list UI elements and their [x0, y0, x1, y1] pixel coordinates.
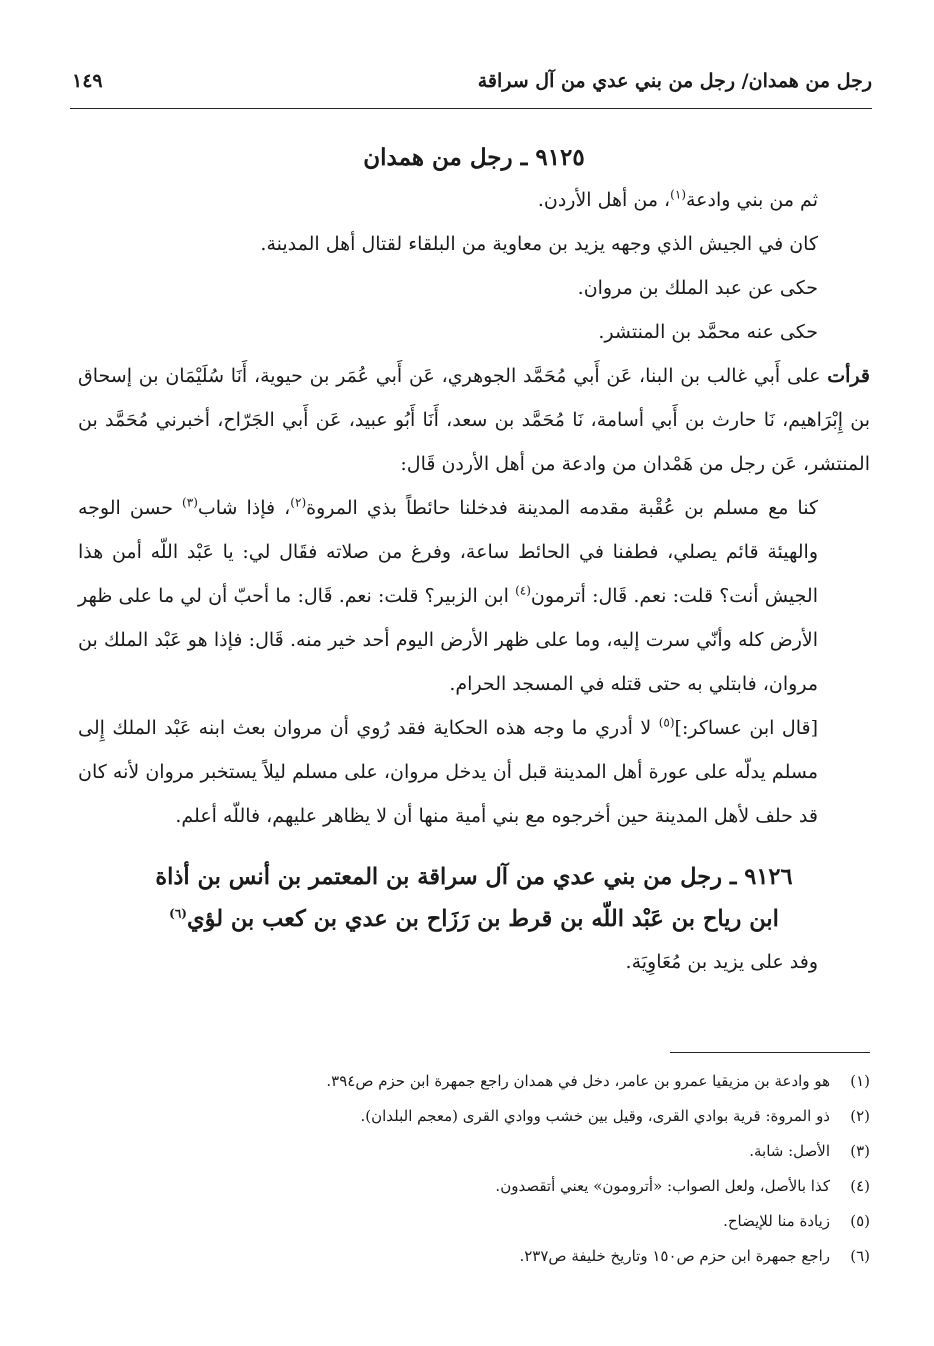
- page-number: ١٤٩: [72, 70, 103, 92]
- story-part-a: كنا مع مسلم بن عُقْبة مقدمه المدينة فدخلنا حائطاً بذي المروة: [306, 497, 818, 519]
- footnote-mark: (٥): [850, 1212, 870, 1230]
- footnote-mark: (١): [850, 1072, 870, 1090]
- footnote-ref-3: (٣): [182, 495, 198, 510]
- story-part-d: ابن الزبير؟ قلت: نعم. قَال: ما أحبّ أن لي ما على ظهر الأرض كله وأنّي سرت إليه، وما على ظهر الأرض اليوم أحد خير منه. قَال: فإذا هو عَبْد الملك بن مروان، فابتلي به حتى قتله في المسجد الحرام.: [78, 585, 818, 695]
- entry-title-9126: [78, 856, 870, 940]
- story-paragraph: [78, 486, 870, 706]
- footnote-mark: (٦): [850, 1247, 870, 1265]
- header-rule: [70, 108, 872, 109]
- entry1-line1: [78, 178, 870, 222]
- entry2-title-line1: ٩١٢٦ ـ رجل من بني عدي من آل سراقة بن المعتمر بن أنس بن أذاة: [155, 864, 793, 890]
- entry1-line1-end: ، من أهل الأردن.: [537, 189, 671, 211]
- entry1-line4: حكى عنه محمَّد بن المنتشر.: [598, 321, 818, 343]
- isnad-text: على أَبي غالب بن البنا، عَن أَبي مُحَمَّد الجوهري، عَن أَبي عُمَر بن حيوية، أَنَا سُلَيْمَان بن إسحاق بن إِبْرَاهيم، نَا حارث بن أَبي أسامة، نَا مُحَمَّد بن سعد، أَنَا أَبُو عبيد، عَن أَبي الجَرّاح، أخبرني مُحَمَّد بن المنتشر، عَن رجل من هَمْدان من وادعة من أهل الأردن قَال:: [78, 365, 870, 475]
- entry2-title-line2: ابن رياح بن عَبْد اللّه بن قرط بن رَزَاح بن عدي بن كعب بن لؤي: [186, 906, 779, 932]
- running-head: [72, 70, 872, 92]
- footnote-ref-4: (٤): [515, 583, 531, 598]
- entry-title-9125: ٩١٢٥ ـ رجل من همدان: [363, 144, 585, 171]
- footnote-1: [150, 1064, 870, 1099]
- footnote-mark: (٣): [850, 1142, 870, 1160]
- footnote-rule: [670, 1052, 870, 1053]
- story-part-c: حسن الوجه والهيئة قائم يصلي، فطفنا في الحائط ساعة، وفرغ من صلاته فقَال لي: يا عَبْد اللّه أمن هذا الجيش أنت؟ قلت: نعم. قَال: أترمون: [78, 497, 818, 607]
- footnote-ref-6: (٦): [169, 906, 187, 921]
- footnote-text: ذو المروة: قرية بوادي القرى، وقيل بين خشب ووادي القرى (معجم البلدان).: [360, 1107, 830, 1125]
- entry1-line2: كان في الجيش الذي وجهه يزيد بن معاوية من البلقاء لقتال أهل المدينة.: [260, 233, 818, 255]
- footnote-ref-1: (١): [670, 187, 686, 202]
- footnote-ref-5: (٥): [658, 715, 675, 730]
- running-title: رجل من همدان/ رجل من بني عدي من آل سراقة: [477, 70, 872, 92]
- footnote-ref-2: (٢): [290, 495, 307, 510]
- footnote-text: زيادة منا للإيضاح.: [723, 1212, 830, 1230]
- footnote-text: كذا بالأصل، ولعل الصواب: «أترومون» يعني أتقصدون.: [495, 1177, 830, 1195]
- footnote-mark: (٤): [850, 1177, 870, 1195]
- footnote-6: [150, 1239, 870, 1274]
- footnote-text: هو وادعة بن مزيقيا عمرو بن عامر، دخل في همدان راجع جمهرة ابن حزم ص٣٩٤.: [326, 1072, 830, 1090]
- isnad-paragraph: [78, 354, 870, 486]
- entry1-line3: حكى عن عبد الملك بن مروان.: [577, 277, 818, 299]
- footnotes-list: [150, 1064, 870, 1274]
- page-body: [78, 138, 870, 984]
- footnote-text: الأصل: شابة.: [749, 1142, 830, 1160]
- footnote-5: [150, 1204, 870, 1239]
- comment-part-a: [قال ابن عساكر:]: [674, 717, 818, 739]
- entry1-line1-text: ثم من بني وادعة: [686, 189, 818, 211]
- footnote-text: راجع جمهرة ابن حزم ص١٥٠ وتاريخ خليفة ص٢٣٧.: [519, 1247, 830, 1265]
- isnad-lead-word: قرأت: [827, 365, 870, 387]
- comment-paragraph: [78, 706, 870, 838]
- footnote-3: [150, 1134, 870, 1169]
- footnote-4: [150, 1169, 870, 1204]
- footnote-mark: (٢): [850, 1107, 870, 1125]
- comment-part-b: لا أدري ما وجه هذه الحكاية فقد رُوي أن مروان بعث ابنه عَبْد الملك إِلى مسلم يدلّه على عورة أهل المدينة قبل أن يدخل مروان، على مسلم ليلاً يستخبر مروان لأنه كان قد حلف لأهل المدينة حين أخرجوه مع بني أمية منها أن لا يظاهر عليهم، فاللّه أعلم.: [78, 717, 818, 827]
- story-part-b: ، فإذا شاب: [197, 497, 291, 519]
- footnote-2: [150, 1099, 870, 1134]
- entry2-line1: وفد على يزيد بن مُعَاوِيَة.: [625, 951, 818, 973]
